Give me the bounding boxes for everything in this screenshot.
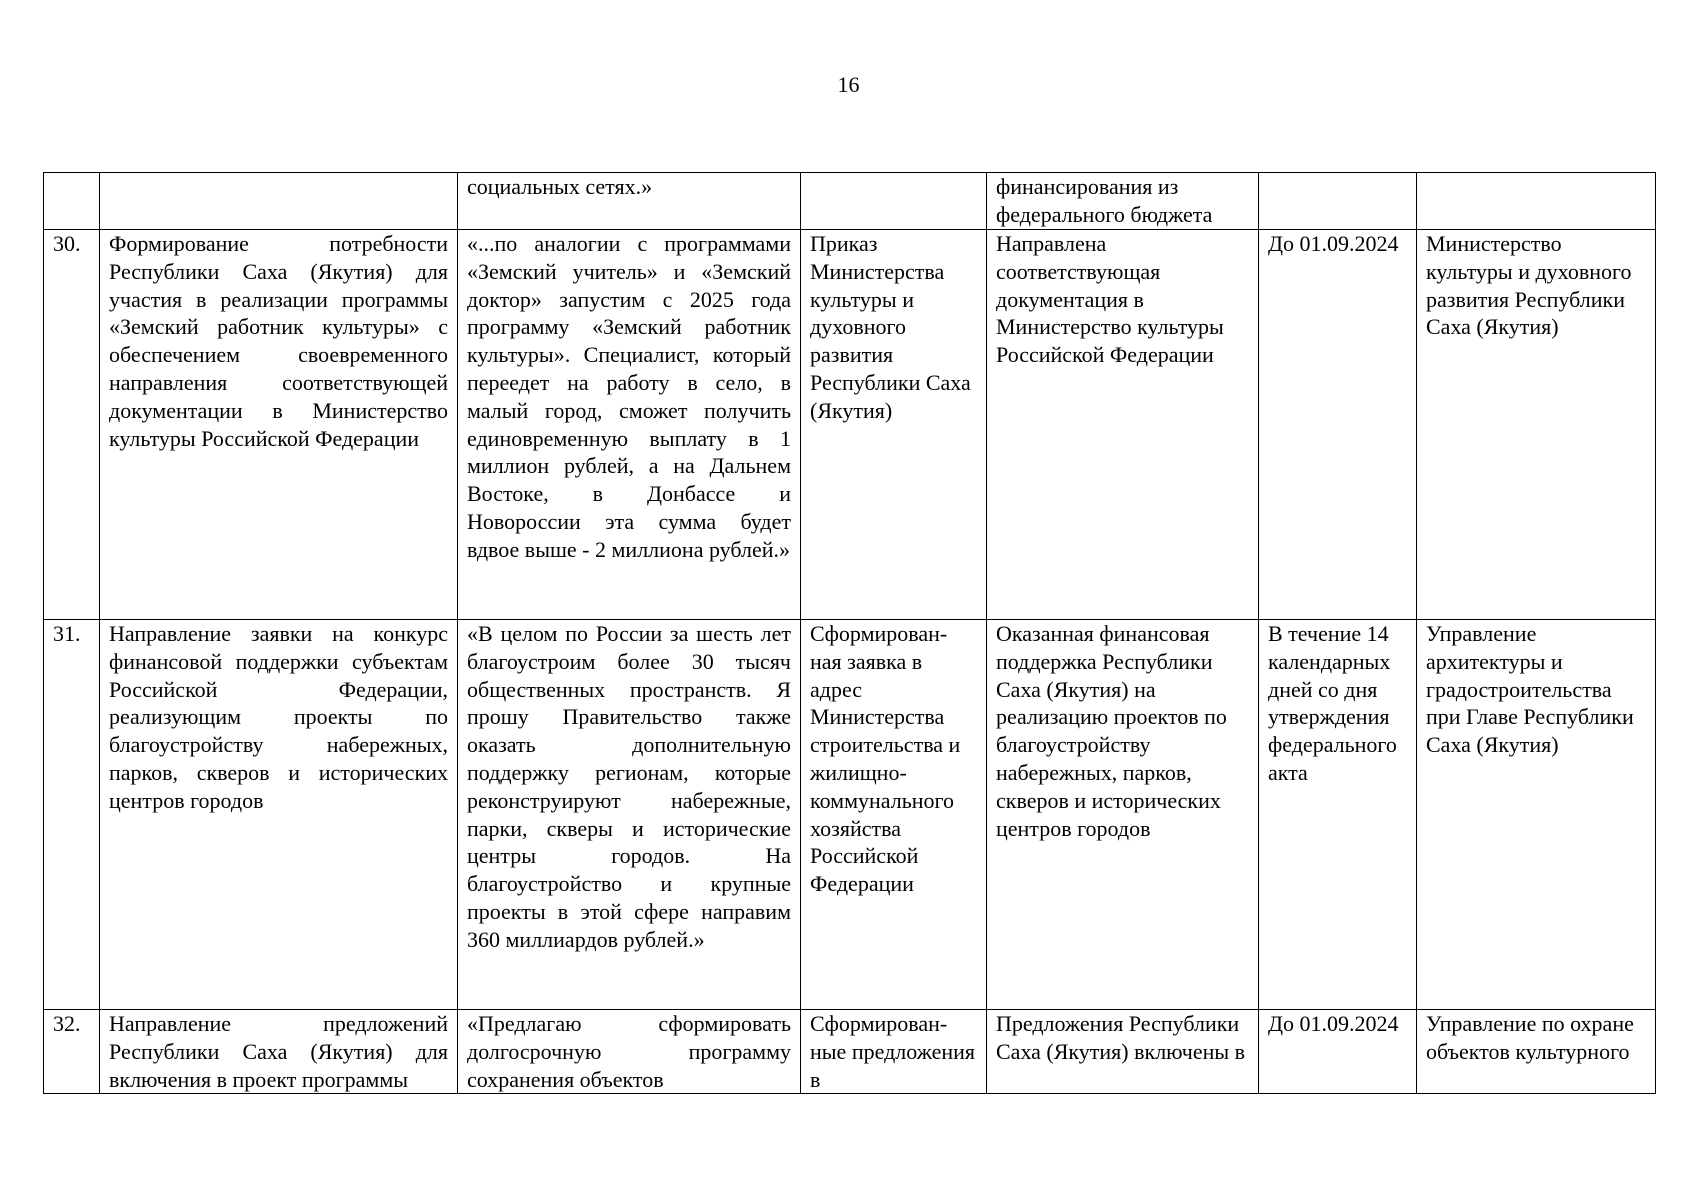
responsible-cell: Управление по охране объектов культурного <box>1417 1010 1656 1094</box>
plan-table <box>43 172 1656 1094</box>
action-cell: Направление заявки на конкурс финансовой поддержки субъектам Российской Федерации, реализующим проекты по благоустройству набережных, парков, скверов и исторических центров городов <box>100 620 458 1010</box>
document-cell: Сформирован-ные предложения в <box>801 1010 987 1094</box>
deadline-cell: В течение 14 календарных дней со дня утверждения федерального акта <box>1259 620 1417 1010</box>
row-number-cell: 31. <box>44 620 100 1010</box>
quote-cell: социальных сетях.» <box>458 173 801 230</box>
table-row <box>44 230 1656 620</box>
action-cell: Направление предложений Республики Саха (Якутия) для включения в проект программы <box>100 1010 458 1094</box>
table-row <box>44 620 1656 1010</box>
deadline-cell: До 01.09.2024 <box>1259 1010 1417 1094</box>
result-cell: Предложения Республики Саха (Якутия) включены в <box>987 1010 1259 1094</box>
document-cell: Сформирован-ная заявка в адрес Министерства строительства и жилищно-коммунального хозяйства Российской Федерации <box>801 620 987 1010</box>
row-number-cell <box>44 173 100 230</box>
row-number-cell: 32. <box>44 1010 100 1094</box>
deadline-cell <box>1259 173 1417 230</box>
quote-cell: «Предлагаю сформировать долгосрочную программу сохранения объектов <box>458 1010 801 1094</box>
result-cell: финансирования из федерального бюджета <box>987 173 1259 230</box>
quote-cell: «В целом по России за шесть лет благоустроим более 30 тысяч общественных пространств. Я прошу Правительство также оказать дополнительную поддержку регионам, которые реконструируют набережные, парки, скверы и исторические центры городов. На благоустройство и крупные проекты в этой сфере направим 360 миллиардов рублей.» <box>458 620 801 1010</box>
table-row <box>44 1010 1656 1094</box>
result-cell: Оказанная финансовая поддержка Республики Саха (Якутия) на реализацию проектов по благоустройству набережных, парков, скверов и исторических центров городов <box>987 620 1259 1010</box>
quote-cell: «...по аналогии с программами «Земский учитель» и «Земский доктор» запустим с 2025 года программу «Земский работник культуры». Специалист, который переедет на работу в село, в малый город, сможет получить единовременную выплату в 1 миллион рублей, а на Дальнем Востоке, в Донбассе и Новороссии эта сумма будет вдвое выше - 2 миллиона рублей.» <box>458 230 801 620</box>
action-cell: Формирование потребности Республики Саха (Якутия) для участия в реализации программы «Земский работник культуры» с обеспечением своевременного направления соответствующей документации в Министерство культуры Российской Федерации <box>100 230 458 620</box>
row-number-cell: 30. <box>44 230 100 620</box>
table-row <box>44 173 1656 230</box>
responsible-cell: Министерство культуры и духовного развития Республики Саха (Якутия) <box>1417 230 1656 620</box>
responsible-cell <box>1417 173 1656 230</box>
responsible-cell: Управление архитектуры и градостроительства при Главе Республики Саха (Якутия) <box>1417 620 1656 1010</box>
deadline-cell: До 01.09.2024 <box>1259 230 1417 620</box>
page-number: 16 <box>837 72 860 97</box>
document-cell <box>801 173 987 230</box>
result-cell: Направлена соответствующая документация в Министерство культуры Российской Федерации <box>987 230 1259 620</box>
document-cell: Приказ Министерства культуры и духовного развития Республики Саха (Якутия) <box>801 230 987 620</box>
action-cell <box>100 173 458 230</box>
